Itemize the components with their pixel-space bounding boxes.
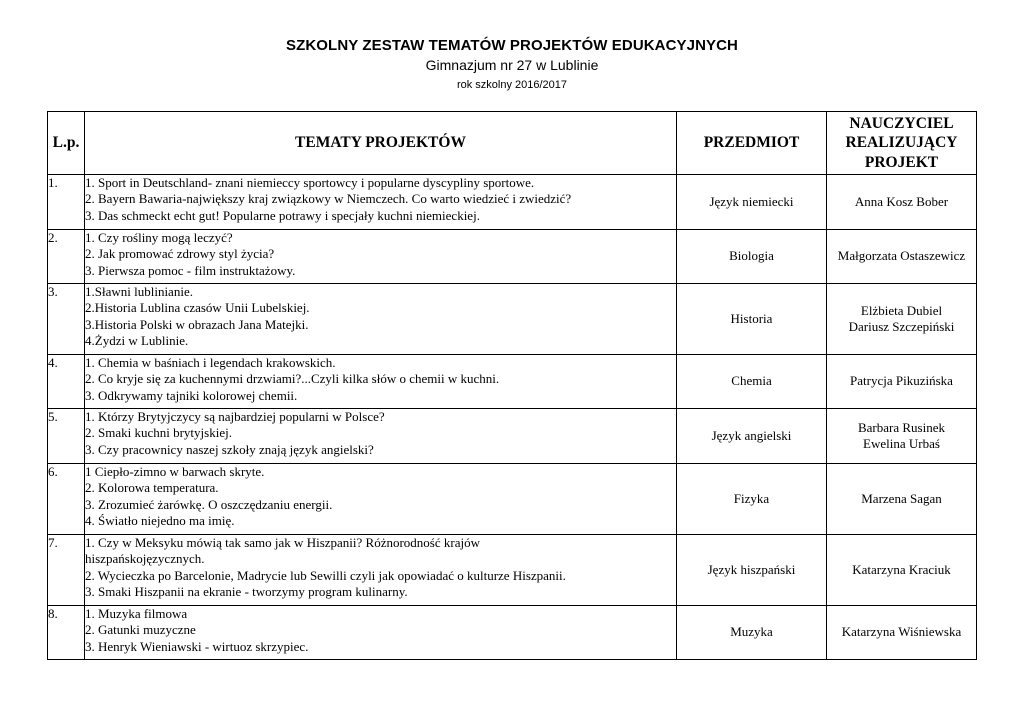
row-number: 4.	[48, 355, 85, 409]
topic-item: 3. Henryk Wieniawski - wirtuoz skrzypiec.	[85, 638, 309, 654]
teacher-name: Katarzyna Wiśniewska	[841, 624, 962, 640]
row-number: 1.	[48, 175, 85, 230]
table-header-row	[48, 112, 977, 175]
teacher-name: Katarzyna Kraciuk	[852, 561, 951, 577]
row-subject: Język niemiecki	[677, 175, 827, 230]
topic-item: 1. Czy rośliny mogą leczyć?	[85, 230, 233, 245]
row-teacher	[827, 606, 977, 660]
topic-item: 3. Czy pracownicy naszej szkoły znają język angielski?	[85, 441, 374, 457]
table-row	[48, 230, 977, 284]
row-subject: Język angielski	[677, 409, 827, 464]
topic-item: 3. Smaki Hiszpanii na ekranie - tworzymy program kulinarny.	[85, 583, 408, 599]
teacher-name: Elżbieta Dubiel	[860, 302, 943, 318]
row-number: 7.	[48, 535, 85, 606]
topic-item: 3. Das schmeckt echt gut! Popularne potrawy i specjały kuchni niemieckiej.	[85, 207, 480, 223]
teacher-name: Ewelina Urbaś	[863, 436, 940, 451]
topic-item: 3. Odkrywamy tajniki kolorowej chemii.	[85, 387, 298, 403]
teacher-name: Barbara Rusinek	[857, 419, 945, 435]
school-name: Gimnazjum nr 27 w Lublinie	[425, 57, 599, 73]
row-subject: Fizyka	[677, 464, 827, 535]
school-year: rok szkolny 2016/2017	[456, 79, 568, 91]
topic-item: 2. Bayern Bawaria-największy kraj związkowy w Niemczech. Co warto wiedzieć i zwiedzić?	[85, 191, 572, 207]
column-header-subject: PRZEDMIOT	[677, 112, 827, 175]
document-title: SZKOLNY ZESTAW TEMATÓW PROJEKTÓW EDUKACYJNYCH	[285, 37, 738, 54]
table-row	[48, 535, 977, 606]
topic-item: 4. Światło niejedno ma imię.	[85, 512, 235, 528]
row-topics	[85, 175, 677, 230]
topic-item: 2. Gatunki muzyczne	[85, 622, 196, 638]
row-topics	[85, 464, 677, 535]
table-row	[48, 175, 977, 230]
topic-item: 1.Sławni lublinianie.	[85, 284, 193, 299]
row-subject: Biologia	[677, 230, 827, 284]
teacher-name: Marzena Sagan	[861, 490, 942, 506]
row-teacher	[827, 230, 977, 284]
table-row	[48, 355, 977, 409]
topic-item: 1. Którzy Brytyjczycy są najbardziej popularni w Polsce?	[85, 409, 385, 424]
table-row	[48, 284, 977, 355]
topic-item: 3.Historia Polski w obrazach Jana Matejki.	[85, 316, 309, 332]
topic-item: 2. Smaki kuchni brytyjskiej.	[85, 425, 232, 441]
row-teacher	[827, 175, 977, 230]
topic-item: 2. Kolorowa temperatura.	[85, 480, 219, 496]
topic-item: 2. Co kryje się za kuchennymi drzwiami?...Czyli kilka słów o chemii w kuchni.	[85, 371, 500, 387]
table-row	[48, 409, 977, 464]
teacher-name: Anna Kosz Bober	[854, 193, 949, 209]
topic-item: 2.Historia Lublina czasów Unii Lubelskiej.	[85, 300, 310, 316]
column-header-teacher	[827, 112, 977, 175]
row-teacher	[827, 409, 977, 464]
table-row	[48, 464, 977, 535]
row-topics	[85, 355, 677, 409]
teacher-name: Dariusz Szczepiński	[848, 319, 955, 334]
topic-item: 1. Chemia w baśniach i legendach krakowskich.	[85, 355, 336, 370]
row-topics	[85, 409, 677, 464]
row-teacher	[827, 464, 977, 535]
row-number: 2.	[48, 230, 85, 284]
row-topics	[85, 535, 677, 606]
row-number: 3.	[48, 284, 85, 355]
teacher-name: Małgorzata Ostaszewicz	[837, 248, 966, 264]
row-topics	[85, 284, 677, 355]
row-teacher	[827, 535, 977, 606]
topic-item: 1. Muzyka filmowa	[85, 606, 188, 621]
column-header-lp: L.p.	[48, 112, 85, 175]
table-row	[48, 606, 977, 660]
topic-item: 2. Wycieczka po Barcelonie, Madrycie lub Sewilli czyli jak opowiadać o kulturze Hiszpanii.	[85, 567, 566, 583]
topic-item: 2. Jak promować zdrowy styl życia?	[85, 246, 275, 262]
column-header-teacher-line-2: REALIZUJĄCY	[845, 134, 958, 152]
topic-item: 4.Żydzi w Lublinie.	[85, 332, 189, 348]
row-topics	[85, 606, 677, 660]
row-number: 8.	[48, 606, 85, 660]
topic-item: 3. Pierwsza pomoc - film instruktażowy.	[85, 262, 296, 278]
topic-item: 3. Zrozumieć żarówkę. O oszczędzaniu energii.	[85, 496, 333, 512]
row-topics	[85, 230, 677, 284]
row-teacher	[827, 355, 977, 409]
column-header-topics: TEMATY PROJEKTÓW	[85, 112, 677, 175]
row-teacher	[827, 284, 977, 355]
teacher-name: Patrycja Pikuzińska	[850, 373, 953, 389]
row-number: 5.	[48, 409, 85, 464]
topic-item: 1. Sport in Deutschland- znani niemieccy sportowcy i popularne dyscypliny sportowe.	[85, 175, 535, 190]
topic-item: 1. Czy w Meksyku mówią tak samo jak w Hiszpanii? Różnorodność krajów hiszpańskojęzycznych.	[85, 535, 480, 567]
row-number: 6.	[48, 464, 85, 535]
row-subject: Muzyka	[677, 606, 827, 660]
column-header-teacher-line-3: PROJEKT	[864, 153, 939, 171]
projects-table	[47, 111, 977, 660]
row-subject: Historia	[677, 284, 827, 355]
row-subject: Język hiszpański	[677, 535, 827, 606]
row-subject: Chemia	[677, 355, 827, 409]
topic-item: 1 Ciepło-zimno w barwach skryte.	[85, 464, 265, 479]
column-header-teacher-line-1: NAUCZYCIEL	[849, 114, 954, 132]
